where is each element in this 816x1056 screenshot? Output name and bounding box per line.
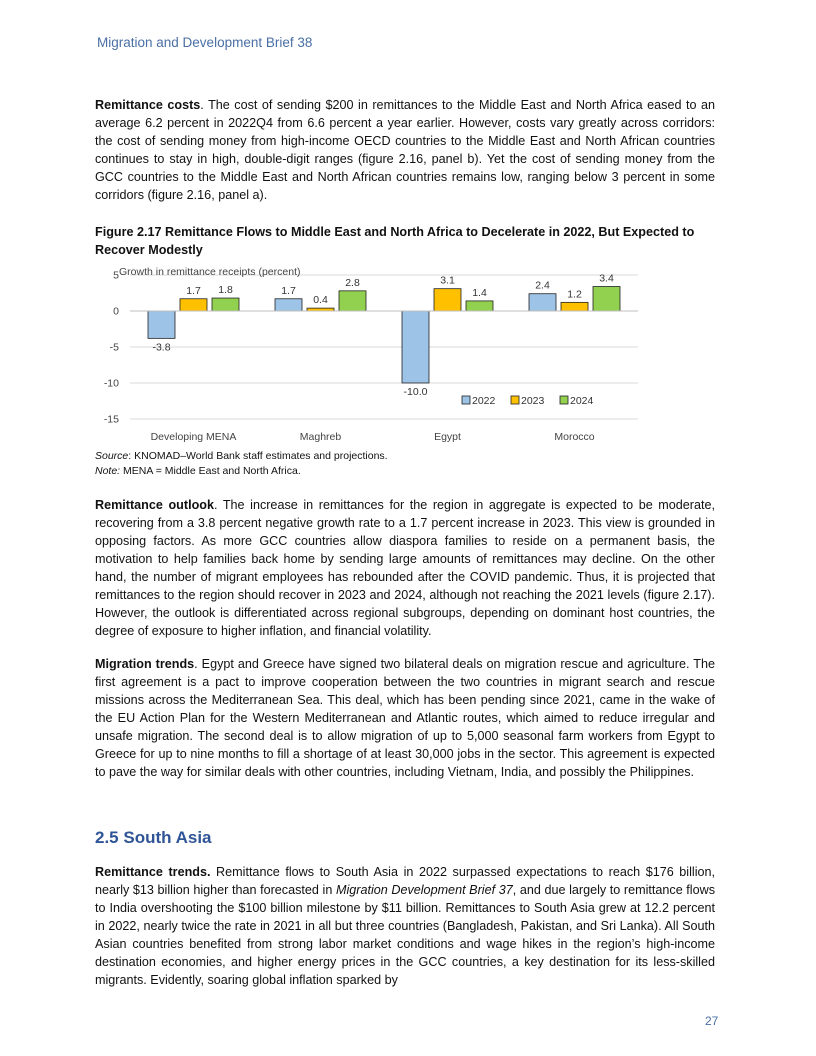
figure-note xyxy=(95,464,388,479)
bar xyxy=(148,311,175,338)
running-head: Migration and Development Brief 38 xyxy=(97,35,313,50)
data-label: 2.4 xyxy=(535,279,550,292)
category-label: Egypt xyxy=(434,431,461,443)
legend-label: 2023 xyxy=(521,395,545,407)
category-label: Developing MENA xyxy=(150,431,237,443)
y-tick-label: -5 xyxy=(109,341,119,354)
page-number: 27 xyxy=(705,1014,719,1028)
bar xyxy=(212,298,239,311)
data-label: 1.7 xyxy=(281,284,296,297)
legend-label: 2024 xyxy=(570,395,594,407)
paragraph-lead: Remittance costs xyxy=(95,98,201,112)
paragraph-lead: Remittance outlook xyxy=(95,498,214,512)
category-label: Maghreb xyxy=(299,431,342,443)
source-label: Source xyxy=(95,450,129,462)
report-title: Migration Development Brief 37 xyxy=(335,883,513,897)
y-tick-label: 5 xyxy=(113,269,119,282)
data-label: 1.8 xyxy=(218,284,233,297)
legend-swatch xyxy=(560,396,568,404)
paragraph-migration-trends xyxy=(95,655,715,781)
y-tick-label: 0 xyxy=(113,305,119,318)
bar xyxy=(402,311,429,383)
data-label: 3.1 xyxy=(440,274,455,287)
data-label: 1.2 xyxy=(567,288,582,301)
bar xyxy=(339,291,366,311)
legend-swatch xyxy=(511,396,519,404)
bar xyxy=(275,299,302,311)
bar xyxy=(434,289,461,311)
paragraph-lead: Migration trends xyxy=(95,657,195,671)
paragraph-body: , and due largely to remittance flows to India overshooting the $100 billion milestone by $11 billion. Remittances to South Asia grew at 12.2 percent in 2022, nearly twice the rate in 2021 in all but three countries (Bangladesh, Pakistan, and Sri Lanka). All South Asian countries benefited from strong labor market conditions and wage hikes in the region’s high-income destination economies, and higher energy prices in the GCC countries, a key destination for its less-skilled migrants. Evidently, soaring global inflation sparked by xyxy=(95,883,715,987)
legend-label: 2022 xyxy=(472,395,496,407)
source-text: : KNOMAD–World Bank staff estimates and projections. xyxy=(128,450,388,462)
legend-swatch xyxy=(462,396,470,404)
y-axis-label: Growth in remittance receipts (percent) xyxy=(119,266,301,278)
remittance-growth-chart xyxy=(90,262,650,447)
figure-source xyxy=(95,449,388,464)
data-label: -3.8 xyxy=(152,341,171,354)
note-text: MENA = Middle East and North Africa. xyxy=(120,465,301,477)
data-label: 2.8 xyxy=(345,276,360,289)
note-label: Note: xyxy=(95,465,121,477)
paragraph-lead: Remittance trends. xyxy=(95,865,211,879)
data-label: 3.4 xyxy=(599,272,614,285)
figure-title: Figure 2.17 Remittance Flows to Middle East and North Africa to Decelerate in 2022, But Expected to Recover Modestly xyxy=(95,225,695,257)
bar xyxy=(180,299,207,311)
data-label: 1.4 xyxy=(472,286,487,299)
bar xyxy=(593,287,620,311)
paragraph-body: . The cost of sending $200 in remittances to the Middle East and North Africa eased to an average 6.2 percent in 2022Q4 from 6.6 percent a year earlier. However, costs vary greatly across corridors: the cost of sending money from high-income OECD countries to the Middle East and North African countries continues to stay in high, double-digit ranges (figure 2.16, panel b). Yet the cost of sending money from the GCC countries to the Middle East and North African countries remains low, ranging below 3 percent in some corridors (figure 2.16, panel a). xyxy=(95,98,715,202)
paragraph-remittance-outlook xyxy=(95,496,715,640)
category-label: Morocco xyxy=(554,431,595,443)
figure-notes xyxy=(95,449,388,479)
data-label: -10.0 xyxy=(403,386,428,398)
paragraph-remittance-costs xyxy=(95,96,715,204)
bar xyxy=(529,294,556,311)
paragraph-body: . Egypt and Greece have signed two bilateral deals on migration rescue and agriculture. The first agreement is a pact to improve cooperation between the two countries in migrant search and rescue missions across the Mediterranean Sea. This deal, which has been pending since 2021, came in the wake of the EU Action Plan for the Western Mediterranean and Atlantic routes, which aimed to reduce irregular and unsafe migration. The second deal is to allow migration of up to 5,000 seasonal farm workers from Egypt to Greece for up to nine months to fill a shortage of at least 30,000 jobs in the sector. This agreement is expected to pave the way for similar deals with other countries, including Vietnam, India, and possibly the Philippines. xyxy=(95,657,715,779)
section-heading: 2.5 South Asia xyxy=(95,828,212,847)
y-tick-label: -15 xyxy=(103,413,119,426)
paragraph-south-asia-trends xyxy=(95,863,715,989)
data-label: 1.7 xyxy=(186,284,201,297)
paragraph-body: Remittance flows to South Asia in 2022 surpassed expectations to reach $176 billion, nearly $13 billion higher than forecasted in xyxy=(95,865,716,897)
data-label: 0.4 xyxy=(313,294,328,307)
paragraph-body: . The increase in remittances for the region in aggregate is expected to be moderate, recovering from a 3.8 percent negative growth rate to a 1.7 percent increase in 2023. This view is grounded in opposing factors. As more GCC countries allow diaspora families to reside on a permanent basis, the motivation to help families back home by sending large amounts of remittances may decline. On the other hand, the number of migrant employees has rebounded after the COVID pandemic. Thus, it is projected that remittances to the region should recover in 2023 and 2024, although not reaching the 2021 levels (figure 2.17). However, the outlook is differentiated across regional subgroups, depending on dominant host countries, the degree of exposure to higher inflation, and financial volatility. xyxy=(95,498,716,638)
y-tick-label: -10 xyxy=(103,377,119,390)
bar xyxy=(561,302,588,311)
bar xyxy=(466,301,493,311)
